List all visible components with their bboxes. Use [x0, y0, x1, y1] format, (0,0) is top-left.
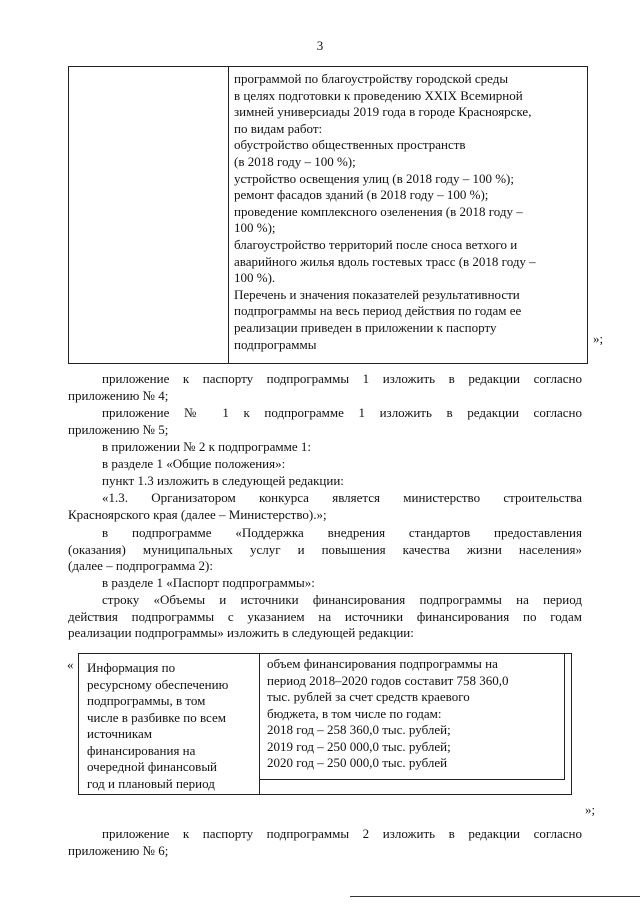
paragraph-line: (далее – подпрограмма 2): — [68, 558, 213, 573]
paragraph-line: Красноярского края (далее – Министерство).»; — [68, 506, 327, 522]
table-text-line: программой по благоустройству городской среды — [234, 71, 509, 86]
paragraph-appendix-1-subprogram-1 — [68, 405, 582, 438]
paragraph-line: приложение к паспорту подпрограммы 2 изложить в редакции согласно — [102, 826, 582, 841]
paragraph-line: приложение № 1 к подпрограмме 1 изложить в редакции согласно — [102, 405, 582, 420]
page-number: 3 — [316, 38, 324, 53]
paragraph-line: в подпрограмме «Поддержка внедрения стандартов предоставления — [102, 525, 582, 540]
paragraph-line: реализации подпрограммы» изложить в следующей редакции: — [68, 625, 414, 640]
paragraph-section-1 — [68, 456, 582, 473]
paragraph-appendix-passport-1 — [68, 371, 582, 404]
financing-label-line: подпрограммы, в том — [87, 693, 206, 708]
paragraph-organizer — [68, 490, 582, 523]
paragraph-line: приложению № 4; — [68, 387, 169, 403]
paragraph-line: «1.3. Организатором конкурса является министерство строительства — [102, 490, 582, 505]
passport-table-continuation — [68, 66, 588, 364]
paragraph-line: в приложении № 2 к подпрограмме 1: — [102, 439, 311, 454]
table-text-line: 100 %); — [234, 220, 276, 236]
financing-table — [78, 653, 572, 795]
paragraph-appendix-2 — [68, 439, 582, 456]
opening-quote: « — [67, 657, 74, 672]
table-text-line: подпрограммы — [234, 336, 317, 352]
paragraph-point-1-3 — [68, 473, 582, 490]
table-text-line: обустройство общественных пространств — [234, 137, 466, 153]
table-text-line: ремонт фасадов зданий (в 2018 году – 100 %); — [234, 187, 489, 203]
paragraph-line: строку «Объемы и источники финансирования подпрограммы на период — [102, 592, 582, 607]
table-text-line: устройство освещения улиц (в 2018 году – 100 %); — [234, 170, 514, 186]
financing-label-cell — [79, 654, 260, 794]
financing-label-line: год и плановый период — [87, 775, 215, 791]
financing-label-line: Информация по — [87, 660, 176, 675]
financing-label-line: финансирования на — [87, 742, 196, 758]
table-text-line: Перечень и значения показателей результативности — [234, 286, 520, 302]
table-text-line: реализации приведен в приложении к паспорту — [234, 319, 497, 335]
table-text-line: благоустройство территорий после сноса ветхого и — [234, 236, 518, 252]
table-text-line: проведение комплексного озеленения (в 2018 году – — [234, 203, 523, 219]
table-text-line: 100 %). — [234, 270, 276, 286]
table-right-cell — [234, 71, 582, 353]
page-bottom-divider — [350, 896, 640, 897]
financing-value-line: бюджета, в том числе по годам: — [267, 705, 442, 721]
paragraph-appendix-passport-2 — [68, 826, 582, 859]
paragraph-passport-section — [68, 575, 582, 592]
financing-value-cell — [267, 656, 567, 772]
financing-label-line: ресурсному обеспечению — [87, 676, 229, 692]
table-left-cell — [69, 67, 229, 363]
table-text-line: подпрограммы на весь период действия по годам ее — [234, 303, 522, 319]
paragraph-line: приложению № 5; — [68, 421, 169, 437]
paragraph-line: приложению № 6; — [68, 842, 169, 858]
financing-label-line: числе в разбивке по всем — [87, 709, 226, 725]
paragraph-subprogram-2 — [68, 525, 582, 575]
financing-value-line: период 2018–2020 годов составит 758 360,0 — [267, 672, 509, 688]
financing-value-line: 2019 год – 250 000,0 тыс. рублей; — [267, 738, 451, 754]
financing-label-line: очередной финансовый — [87, 759, 218, 774]
paragraph-financing-row — [68, 592, 582, 642]
financing-value-line: 2020 год – 250 000,0 тыс. рублей — [267, 755, 448, 770]
table-text-line: (в 2018 году – 100 %); — [234, 153, 356, 169]
paragraph-line: (оказания) муниципальных услуг и повышения качества жизни населения» — [68, 541, 582, 557]
financing-value-line: тыс. рублей за счет средств краевого — [267, 689, 470, 704]
closing-quote: »; — [585, 802, 596, 817]
paragraph-line: в разделе 1 «Паспорт подпрограммы»: — [102, 575, 315, 590]
table-text-line: в целях подготовки к проведению XXIX Всемирной — [234, 87, 523, 103]
financing-value-line: 2018 год – 258 360,0 тыс. рублей; — [267, 722, 451, 737]
paragraph-line: приложение к паспорту подпрограммы 1 изложить в редакции согласно — [102, 371, 582, 386]
financing-label-line: источникам — [87, 726, 152, 741]
table-text-line: зимней универсиады 2019 года в городе Красноярске, — [234, 104, 532, 120]
financing-value-line: объем финансирования подпрограммы на — [267, 656, 498, 671]
table-text-line: по видам работ: — [234, 120, 323, 136]
table-text-line: аварийного жилья вдоль гостевых трасс (в 2018 году – — [234, 253, 536, 269]
closing-quote: »; — [593, 331, 604, 346]
paragraph-line: пункт 1.3 изложить в следующей редакции: — [102, 473, 344, 488]
paragraph-line: действия подпрограммы с указанием на источники финансирования по годам — [68, 608, 582, 624]
paragraph-line: в разделе 1 «Общие положения»: — [102, 456, 286, 471]
